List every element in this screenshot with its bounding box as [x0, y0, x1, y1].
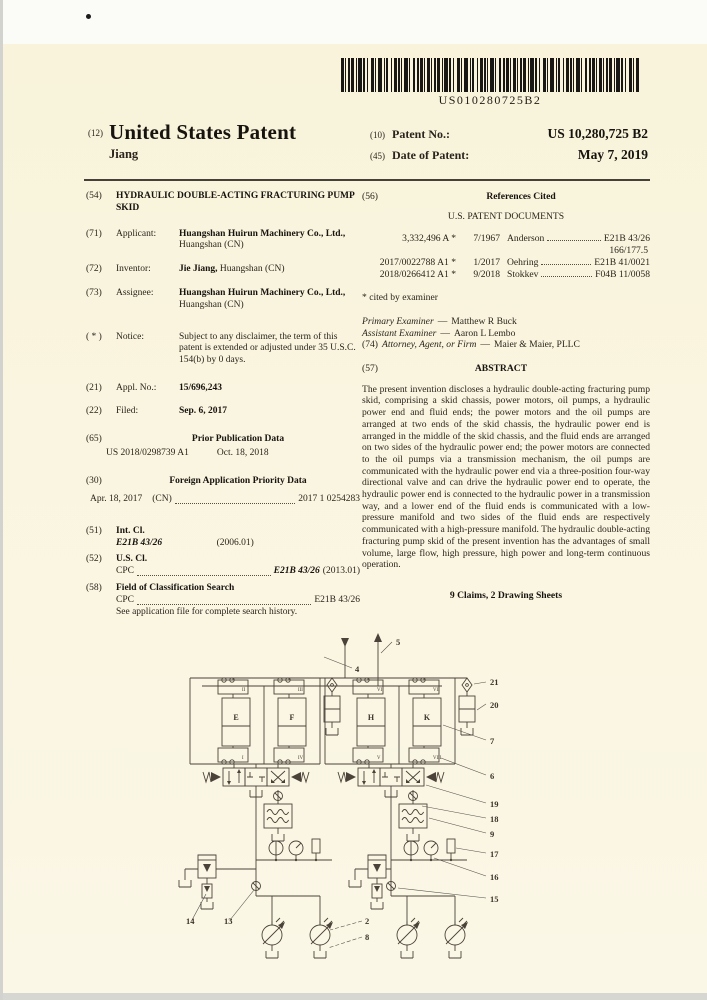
dot-leader — [175, 494, 295, 504]
valve-numeral: VIII — [433, 756, 442, 761]
valve-numeral: I — [242, 756, 244, 761]
date-label: Date of Patent: — [392, 148, 470, 162]
scan-top-margin — [3, 0, 707, 44]
reference-row: 3,332,496 A * 7/1967 Anderson E21B 43/26 — [402, 233, 650, 245]
valve-numeral: VI — [377, 688, 383, 693]
valve-numeral: IV — [298, 756, 304, 761]
priority-country: (CN) — [152, 493, 172, 504]
ref-numeral-16: 16 — [490, 872, 499, 882]
ref-numeral-19: 19 — [490, 799, 499, 809]
references-abstract-column — [362, 191, 650, 602]
ref-numeral-4: 4 — [355, 664, 360, 674]
dot-leader — [137, 566, 271, 576]
date-tag: (45) — [370, 151, 385, 161]
document-title: United States Patent — [109, 120, 297, 144]
reference-row: 2017/0022788 A1 * 1/2017 Oehring E21B 41/0021 — [379, 256, 650, 268]
classification-search-block: Field of Classification Search CPC E21B 43/26 See application file for complete search history. — [116, 582, 360, 617]
circuit-lines — [190, 633, 467, 925]
bibliographic-column — [86, 191, 360, 618]
ref-numeral-2: 2 — [365, 916, 370, 926]
filed-label: Filed: — [116, 405, 139, 416]
leader-lines — [192, 642, 486, 948]
assignee-label: Assignee: — [116, 287, 154, 298]
cylinder-label: H — [367, 713, 375, 722]
dot-leader — [541, 264, 591, 265]
foreign-priority-block — [86, 476, 360, 506]
prior-publication-block — [86, 434, 360, 461]
valve-numeral: II — [242, 688, 246, 693]
patent-no-label: Patent No.: — [392, 127, 450, 141]
ref-numeral-6: 6 — [490, 771, 495, 781]
kind-code-tag: (12) — [88, 128, 103, 138]
field-51-tag: (51) — [86, 525, 102, 536]
field-58-tag: (58) — [86, 582, 102, 593]
cited-by-examiner-note: * cited by examiner — [362, 292, 438, 304]
ref-numeral-7: 7 — [490, 736, 495, 746]
notice-label: Notice: — [116, 331, 144, 342]
int-cl-block: Int. Cl. E21B 43/26 (2006.01) — [116, 525, 254, 548]
scan-artifact-dot — [86, 14, 91, 19]
foreign-priority-heading: Foreign Application Priority Data — [169, 476, 307, 487]
patent-no-tag: (10) — [370, 130, 385, 140]
valve-numeral: III — [298, 688, 303, 693]
valve-numeral: VII — [433, 688, 440, 693]
notice-tag: ( * ) — [86, 331, 102, 342]
abstract-text: The present invention discloses a hydraulic double-acting fracturing pump skid, comprising a skid chassis, power motors, oil pumps, a hydraulic power end and fluid ends; the power motors and the oil pumps are arranged at two ends of the skid chassis, the hydraulic power end is arranged in the middle of the skid chassis, and the fluid ends are arranged on two sides of the hydraulic power end; the power motors are connected to the oil pumps via a transmission mechanism, the oil pumps are communicated with the hydraulic power end via a three-position four-way directional valve and can drive the hydraulic power end to operate, the hydraulic power end is connected to the hydraulic power in a transmission way, and a lower end of the fluid ends is communicated with a low-pressure manifold and two sides of the fluid ends are respectively communicated with a high-pressure manifold. The hydraulic double-acting fracturing pump skid of the present invention has the advantages of small volume, large flow, high pressure, high power and long-term continuous operation. — [362, 383, 650, 571]
field-73-tag: (73) — [86, 287, 102, 298]
assistant-examiner-line: Assistant Examiner — Aaron L Lembo — [362, 327, 516, 339]
us-cl-block: U.S. Cl. CPC E21B 43/26 (2013.01) — [116, 554, 360, 577]
publication-number: US 2018/0298739 A1 — [106, 448, 189, 459]
field-57-tag: (57) — [362, 363, 378, 375]
reference-row: 2018/0266412 A1 * 9/2018 Stokkev F04B 11/0058 — [379, 268, 650, 280]
patent-date: May 7, 2019 — [577, 147, 648, 162]
field-56-tag: (56) — [362, 191, 378, 202]
primary-examiner-line: Primary Examiner — Matthew R Buck — [362, 315, 517, 327]
field-54-tag: (54) — [86, 191, 102, 201]
ref-numeral-17: 17 — [490, 849, 499, 859]
publication-date: Oct. 18, 2018 — [216, 448, 269, 459]
dot-leader — [137, 595, 311, 605]
appl-no-label: Appl. No.: — [116, 382, 157, 393]
ref-numeral-21: 21 — [490, 677, 499, 687]
applicant-label: Applicant: — [116, 228, 157, 239]
hydraulic-circuit-figure — [172, 628, 532, 988]
inventor-label: Inventor: — [116, 264, 151, 275]
ref-numeral-9: 9 — [490, 829, 495, 839]
field-65-tag: (65) — [86, 433, 102, 444]
ref-numeral-13: 13 — [224, 916, 233, 926]
priority-number: 2017 1 0254283 — [298, 493, 360, 504]
appl-no-value: 15/696,243 — [179, 382, 223, 393]
ref-numeral-20: 20 — [490, 700, 499, 710]
ref-numeral-14: 14 — [186, 916, 195, 926]
hydraulic-circuit-diagram — [172, 628, 532, 983]
barcode — [341, 58, 639, 92]
valve-numeral: V — [377, 756, 381, 761]
inventor-value: Jie Jiang, Huangshan (CN) — [179, 264, 285, 275]
header-divider — [84, 179, 650, 181]
cylinder-label: K — [423, 713, 431, 722]
abstract-heading: ABSTRACT — [474, 363, 528, 375]
references-heading: References Cited — [486, 191, 556, 202]
priority-date: Apr. 18, 2017 — [90, 493, 143, 504]
cylinder-label: E — [233, 713, 239, 722]
us-patent-documents-heading: U.S. PATENT DOCUMENTS — [447, 210, 565, 222]
cylinder-label: F — [289, 713, 295, 722]
ref-numeral-8: 8 — [365, 932, 370, 942]
filed-value: Sep. 6, 2017 — [179, 405, 228, 416]
patent-number: US 10,280,725 B2 — [547, 126, 648, 141]
invention-title: HYDRAULIC DOUBLE-ACTING FRACTURING PUMP SKID — [116, 191, 355, 213]
attorney-line: (74) Attorney, Agent, or Firm — Maier & Maier, PLLC — [362, 339, 580, 351]
field-22-tag: (22) — [86, 405, 102, 416]
dot-leader — [547, 240, 601, 241]
inventor-surname: Jiang — [109, 147, 139, 161]
field-72-tag: (72) — [86, 264, 102, 275]
assignee-value: Huangshan Huirun Machinery Co., Ltd., Huangshan (CN) — [179, 287, 346, 310]
reference-row-continuation: 166/177.5 — [609, 245, 648, 257]
scan-bottom-margin — [3, 993, 707, 1000]
barcode-number: US010280725B2 — [438, 93, 542, 107]
ref-numeral-5: 5 — [396, 637, 401, 647]
field-71-tag: (71) — [86, 228, 102, 239]
applicant-value: Huangshan Huirun Machinery Co., Ltd., Huangshan (CN) — [179, 228, 346, 251]
field-30-tag: (30) — [86, 476, 102, 487]
notice-text: Subject to any disclaimer, the term of this patent is extended or adjusted under 35 U.S.C. 154(b) by 0 days. — [179, 331, 356, 366]
claims-line: 9 Claims, 2 Drawing Sheets — [449, 589, 563, 601]
dot-leader — [541, 276, 592, 277]
prior-publication-heading: Prior Publication Data — [191, 433, 285, 444]
field-52-tag: (52) — [86, 554, 102, 565]
ref-numeral-15: 15 — [490, 894, 499, 904]
ref-numeral-18: 18 — [490, 814, 499, 824]
field-21-tag: (21) — [86, 382, 102, 393]
